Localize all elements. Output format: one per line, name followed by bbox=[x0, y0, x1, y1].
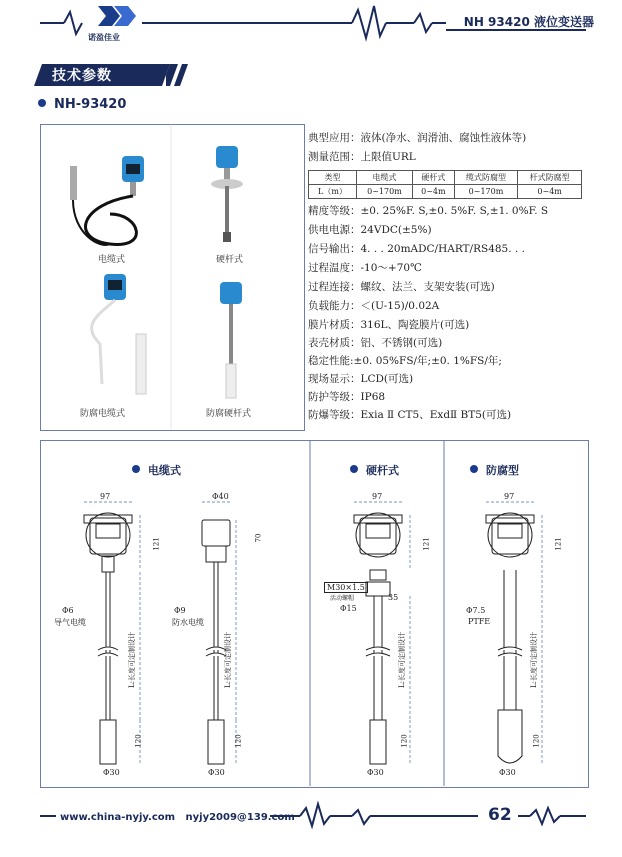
table-cell: 类型 bbox=[309, 171, 357, 185]
table-cell: 0~170m bbox=[356, 185, 412, 199]
d3-base: Φ30 bbox=[367, 768, 384, 777]
d3-width: 97 bbox=[372, 492, 383, 501]
d1-bottom: 120 bbox=[134, 734, 143, 748]
d2-dia: Φ9 bbox=[174, 606, 186, 615]
d4-dia: Φ7.5 bbox=[466, 606, 486, 615]
page-number: 62 bbox=[488, 805, 512, 825]
spec-load: 负载能力：＜(U-15)/0.02A bbox=[308, 300, 440, 312]
page-header-title: NH 93420 液位变送器 bbox=[463, 15, 594, 29]
d4-height: 121 bbox=[554, 537, 563, 551]
table-cell: 硬杆式 bbox=[413, 171, 455, 185]
photo-label-anti-rod: 防腐硬杆式 bbox=[206, 409, 252, 419]
spec-output: 信号输出：4. . . 20mADC/HART/RS485. . . bbox=[308, 243, 525, 255]
table-cell: 0~4m bbox=[518, 185, 582, 199]
photo-cable-type bbox=[70, 156, 144, 245]
spec-protection: 防护等级：IP68 bbox=[308, 391, 386, 403]
drawing-title-rod: 硬杆式 bbox=[350, 462, 399, 478]
bullet-icon bbox=[38, 99, 46, 107]
spec-housing: 表壳材质：铝、不锈钢(可选) bbox=[308, 337, 443, 349]
d1-length: L:长度可定制设计 bbox=[128, 631, 137, 689]
table-cell: 杆式防腐型 bbox=[518, 171, 582, 185]
d1-height: 121 bbox=[152, 537, 161, 551]
spec-range: 测量范围：上限值URL bbox=[308, 151, 416, 163]
d3-thread: M30×1.5 bbox=[324, 582, 368, 593]
photo-anti-rod bbox=[220, 282, 242, 398]
d3-height: 121 bbox=[422, 537, 431, 551]
spec-connection: 过程连接：螺纹、法兰、支架安装(可选) bbox=[308, 281, 495, 293]
d1-base: Φ30 bbox=[103, 768, 120, 777]
tab-stripes bbox=[166, 64, 206, 86]
d4-base: Φ30 bbox=[499, 768, 516, 777]
photo-label-rod: 硬杆式 bbox=[216, 255, 244, 265]
d4-length: L:长度可定制设计 bbox=[530, 631, 539, 689]
table-cell: 缆式防腐型 bbox=[454, 171, 518, 185]
d2-length: L:长度可定制设计 bbox=[224, 631, 233, 689]
table-cell: 电缆式 bbox=[356, 171, 412, 185]
d4-width: 97 bbox=[504, 492, 515, 501]
d2-base: Φ30 bbox=[208, 768, 225, 777]
spec-diaphragm: 膜片材质：316L、陶瓷膜片(可选) bbox=[308, 319, 470, 331]
model-name: NH-93420 bbox=[54, 97, 127, 112]
section-title: 技术参数 bbox=[52, 68, 112, 84]
range-table bbox=[308, 170, 582, 199]
drawing-title-cable: 电缆式 bbox=[132, 462, 181, 478]
range-table-header bbox=[309, 171, 582, 185]
photo-rod-type bbox=[211, 146, 243, 242]
d3-dia: Φ15 bbox=[340, 604, 357, 613]
photo-anti-cable bbox=[92, 274, 146, 394]
footer-email[interactable]: nyjy2009@139.com bbox=[185, 812, 295, 823]
footer-website[interactable]: www.china-nyjy.com bbox=[60, 812, 176, 823]
spec-display: 现场显示：LCD(可选) bbox=[308, 373, 414, 385]
d3-thickness: 35 bbox=[388, 593, 399, 602]
table-cell: 0~4m bbox=[413, 185, 455, 199]
d2-note: 防水电缆 bbox=[172, 618, 204, 627]
range-table-row bbox=[309, 185, 582, 199]
photo-label-anti-cable: 防腐电缆式 bbox=[80, 409, 126, 419]
d3-length: L:长度可定制设计 bbox=[398, 631, 407, 689]
d1-note: 导气电缆 bbox=[54, 618, 86, 627]
d2-width: Φ40 bbox=[212, 492, 229, 501]
d4-note: PTFE bbox=[468, 617, 491, 626]
drawing-title-anti: 防腐型 bbox=[470, 462, 519, 478]
footer-contact bbox=[60, 812, 295, 823]
d1-dia: Φ6 bbox=[62, 606, 74, 615]
d3-bottom: 120 bbox=[400, 734, 409, 748]
d2-bottom: 120 bbox=[234, 734, 243, 748]
d2-height: 70 bbox=[254, 533, 263, 543]
spec-accuracy: 精度等级：±0. 25%F. S,±0. 5%F. S,±1. 0%F. S bbox=[308, 205, 549, 217]
d1-width: 97 bbox=[100, 492, 111, 501]
logo-text: 诺盈佳业 bbox=[88, 33, 120, 42]
spec-application: 典型应用：液体(净水、润滑油、腐蚀性液体等) bbox=[308, 132, 527, 144]
spec-temp: 过程温度：-10～+70℃ bbox=[308, 262, 422, 274]
product-photos bbox=[40, 124, 303, 429]
d3-thread-note: 活动螺帽 bbox=[330, 595, 355, 602]
photo-label-cable: 电缆式 bbox=[98, 255, 126, 265]
spec-power: 供电电源：24VDC(±5%) bbox=[308, 224, 432, 236]
table-cell: 0~170m bbox=[454, 185, 518, 199]
spec-explosion: 防爆等级：Exia Ⅱ CT5、ExdⅡ BT5(可选) bbox=[308, 409, 512, 421]
spec-stability: 稳定性能:±0. 05%FS/年;±0. 1%FS/年; bbox=[308, 355, 502, 367]
model-heading bbox=[38, 97, 126, 112]
company-logo bbox=[98, 6, 136, 26]
table-cell: L（m） bbox=[309, 185, 357, 199]
d4-bottom: 120 bbox=[532, 734, 541, 748]
